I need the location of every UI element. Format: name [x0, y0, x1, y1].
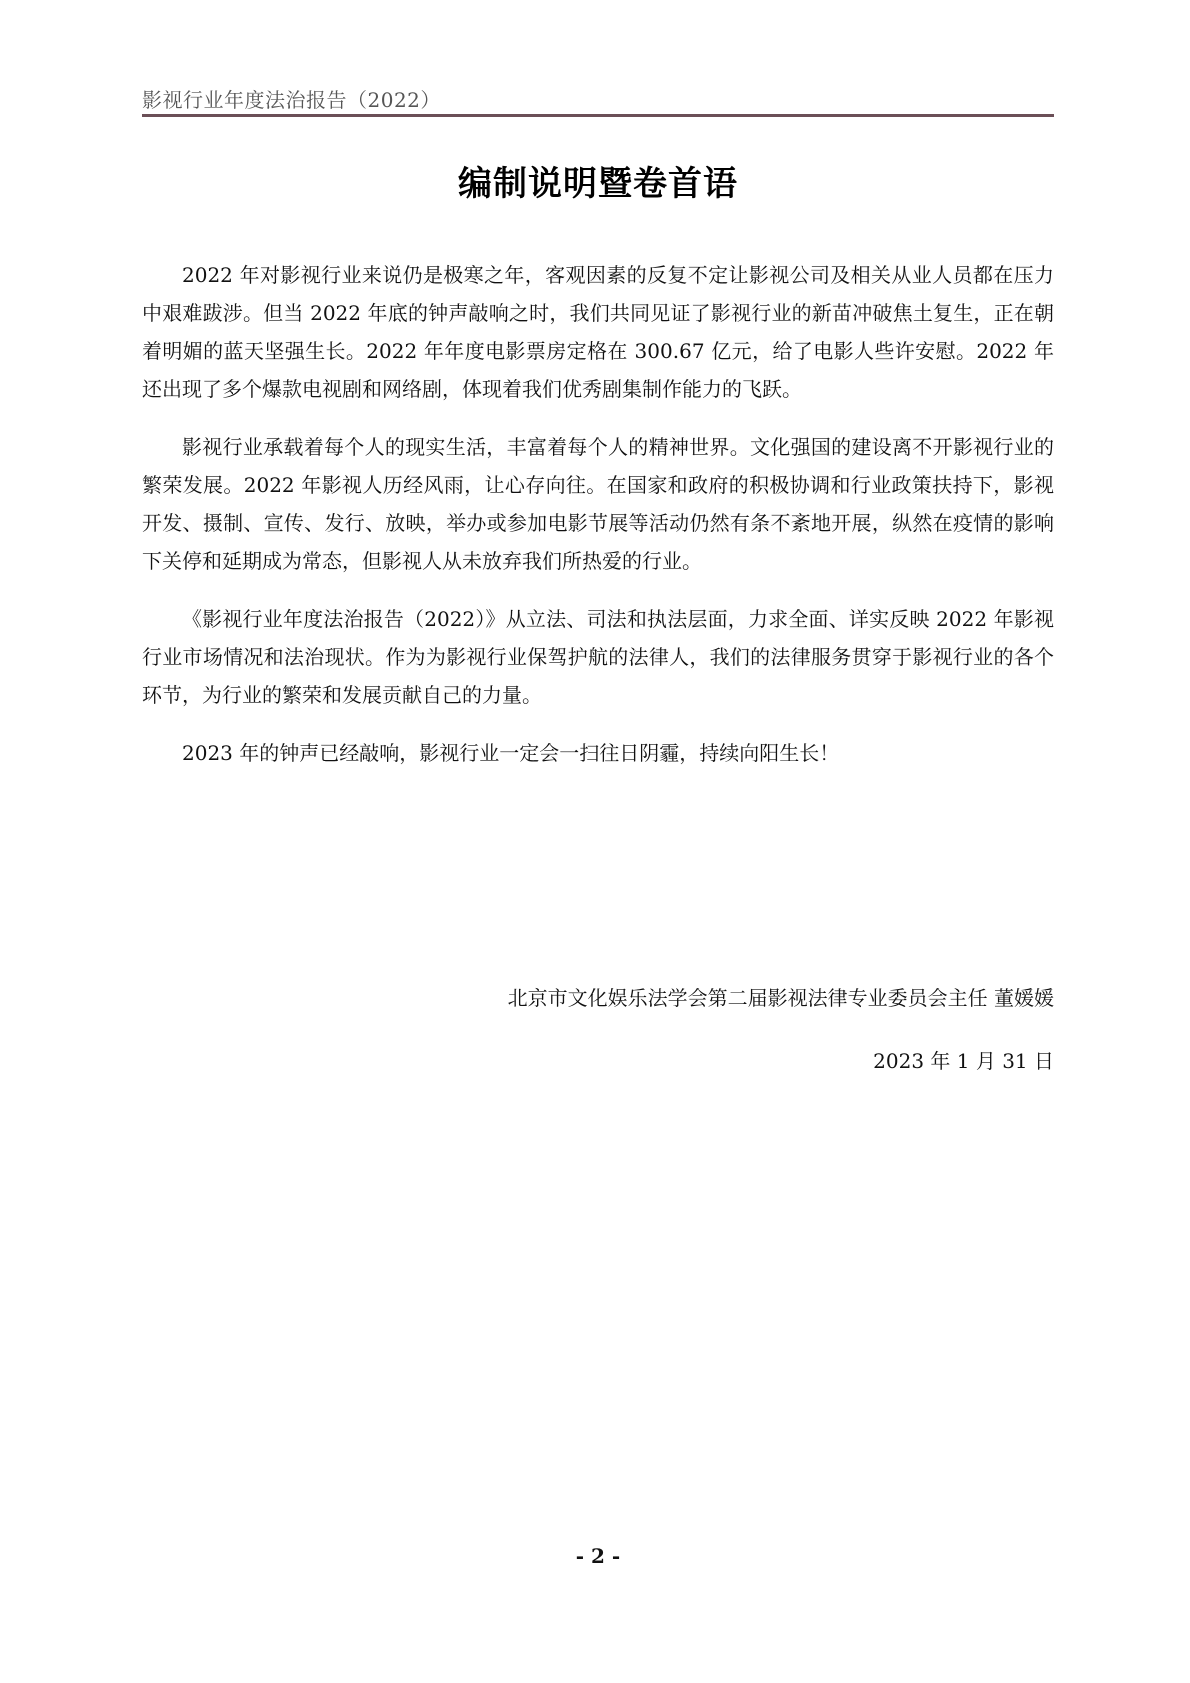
page-title: 编制说明暨卷首语 [458, 164, 738, 204]
body-text [142, 256, 1054, 792]
paragraph-3: 《影视行业年度法治报告（2022）》从立法、司法和执法层面，力求全面、详实反映 2022 年影视行业市场情况和法治现状。作为为影视行业保驾护航的法律人，我们的法律服务贯穿于影视行业的各个环节，为行业的繁荣和发展贡献自己的力量。 [142, 607, 1054, 707]
paragraph-1: 2022 年对影视行业来说仍是极寒之年，客观因素的反复不定让影视公司及相关从业人员都在压力中艰难跋涉。但当 2022 年底的钟声敲响之时，我们共同见证了影视行业的新苗冲破焦土复生，正在朝着明媚的蓝天坚强生长。2022 年年度电影票房定格在 300.67 亿元，给了电影人些许安慰。2022 年还出现了多个爆款电视剧和网络剧，体现着我们优秀剧集制作能力的飞跃。 [142, 263, 1054, 401]
running-header-title: 影视行业年度法治报告（2022） [142, 88, 441, 112]
page-number: - 2 - [575, 1544, 621, 1568]
signature-date: 2023 年 1 月 31 日 [873, 1049, 1054, 1073]
paragraph-2: 影视行业承载着每个人的现实生活，丰富着每个人的精神世界。文化强国的建设离不开影视行业的繁荣发展。2022 年影视人历经风雨，让心存向往。在国家和政府的积极协调和行业政策扶持下，影视开发、摄制、宣传、发行、放映，举办或参加电影节展等活动仍然有条不紊地开展，纵然在疫情的影响下关停和延期成为常态，但影视人从未放弃我们所热爱的行业。 [142, 435, 1054, 573]
signature-author: 北京市文化娱乐法学会第二届影视法律专业委员会主任 董媛媛 [507, 986, 1054, 1010]
header-divider [142, 114, 1054, 117]
paragraph-4: 2023 年的钟声已经敲响，影视行业一定会一扫往日阴霾，持续向阳生长！ [182, 741, 840, 765]
